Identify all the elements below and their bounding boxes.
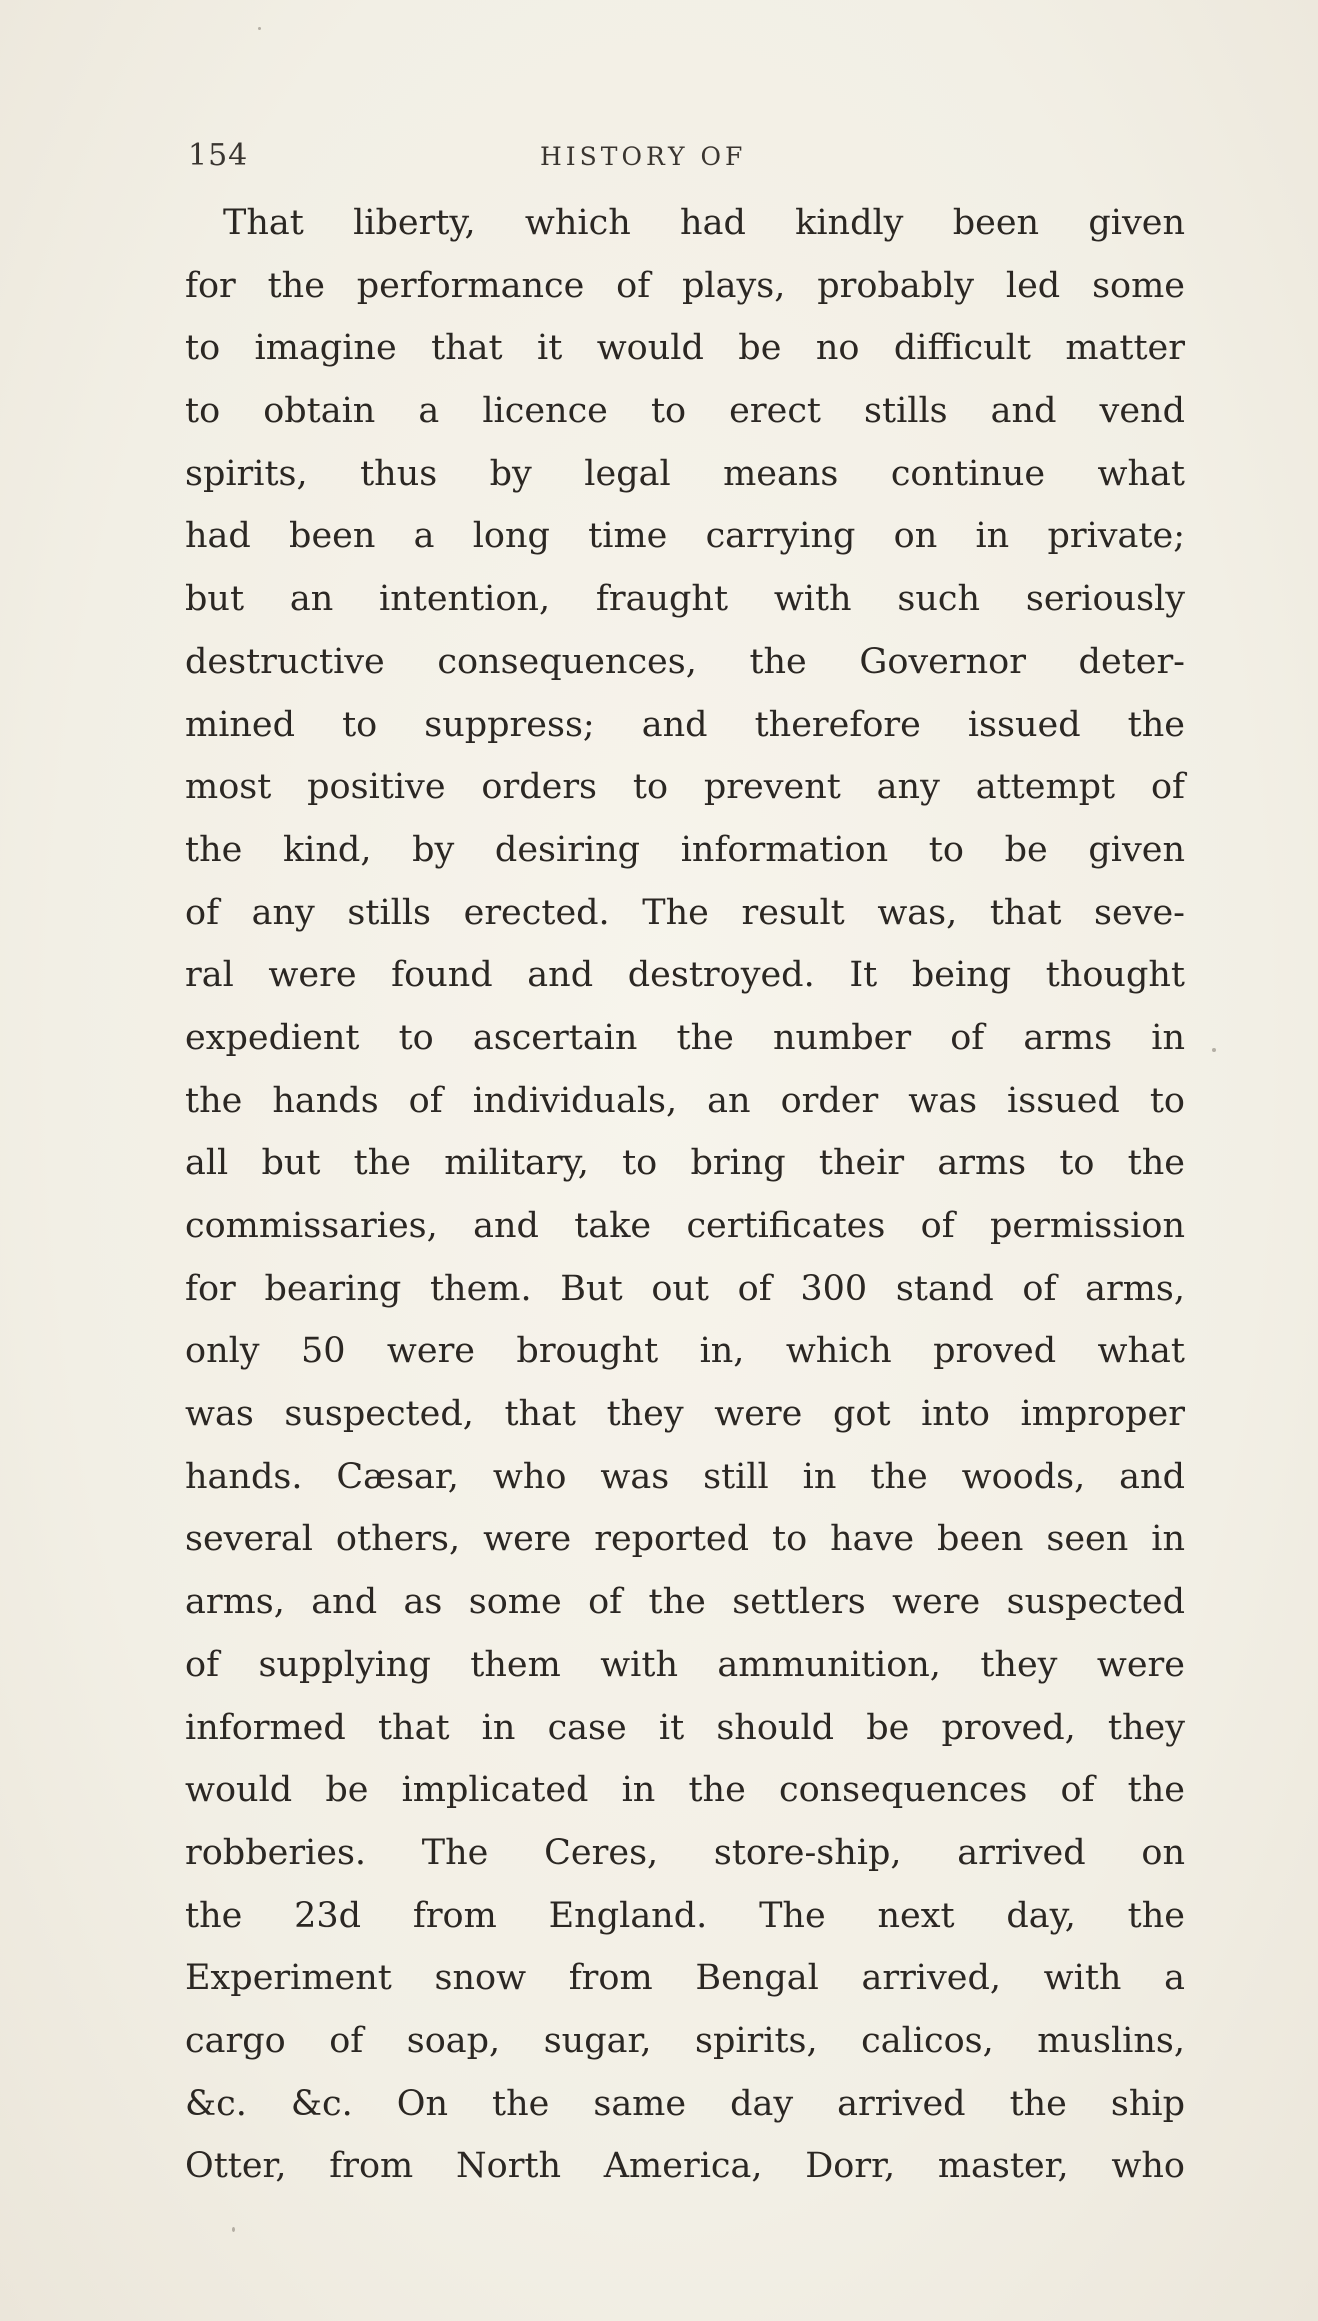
page-number: 154 [188, 138, 249, 173]
text-line: for bearing them. But out of 300 stand of arms, [185, 1268, 1185, 1309]
text-line: only 50 were brought in, which proved what [185, 1331, 1185, 1372]
text-line: cargo of soap, sugar, spirits, calicos, muslins, [185, 2020, 1185, 2061]
text-line: the kind, by desiring information to be given [185, 829, 1185, 870]
text-line: to imagine that it would be no difficult matter [185, 328, 1185, 369]
text-line: of supplying them with ammunition, they were [185, 1644, 1185, 1685]
text-line: of any stills erected. The result was, that seve- [185, 892, 1185, 933]
text-line: Experiment snow from Bengal arrived, with a [185, 1958, 1185, 1999]
text-line: all but the military, to bring their arms to the [185, 1143, 1185, 1184]
page-header [188, 138, 1188, 178]
text-line: was suspected, that they were got into improper [185, 1394, 1185, 1435]
text-line: &c. &c. On the same day arrived the ship [185, 2083, 1185, 2124]
text-line: Otter, from North America, Dorr, master, who [185, 2146, 1185, 2187]
text-line: hands. Cæsar, who was still in the woods, and [185, 1456, 1185, 1497]
paper-speck [232, 2227, 235, 2232]
text-line: ral were found and destroyed. It being thought [185, 955, 1185, 996]
text-line: the 23d from England. The next day, the [185, 1895, 1185, 1936]
text-line: most positive orders to prevent any attempt of [185, 767, 1185, 808]
text-line: That liberty, which had kindly been given [223, 203, 1185, 243]
text-line: spirits, thus by legal means continue what [185, 453, 1185, 494]
text-line: arms, and as some of the settlers were suspected [185, 1582, 1185, 1623]
text-line: but an intention, fraught with such seriously [185, 579, 1185, 620]
text-line: the hands of individuals, an order was issued to [185, 1080, 1185, 1121]
text-line: would be implicated in the consequences of the [185, 1770, 1185, 1811]
text-line: expedient to ascertain the number of arms in [185, 1017, 1185, 1058]
text-line: commissaries, and take certificates of permission [185, 1206, 1185, 1246]
text-line: destructive consequences, the Governor deter- [185, 641, 1185, 682]
text-line: informed that in case it should be proved, they [185, 1707, 1185, 1748]
paper-speck [1212, 1048, 1216, 1052]
running-head: HISTORY OF [540, 142, 747, 171]
text-line: for the performance of plays, probably led some [185, 265, 1185, 306]
text-line: to obtain a licence to erect stills and vend [185, 391, 1185, 432]
text-line: mined to suppress; and therefore issued the [185, 704, 1185, 745]
paper-speck [258, 27, 261, 30]
body-text [185, 192, 1185, 2198]
text-line: had been a long time carrying on in private; [185, 516, 1185, 557]
text-line: robberies. The Ceres, store-ship, arrived on [185, 1832, 1185, 1873]
text-line: several others, were reported to have been seen in [185, 1519, 1185, 1560]
